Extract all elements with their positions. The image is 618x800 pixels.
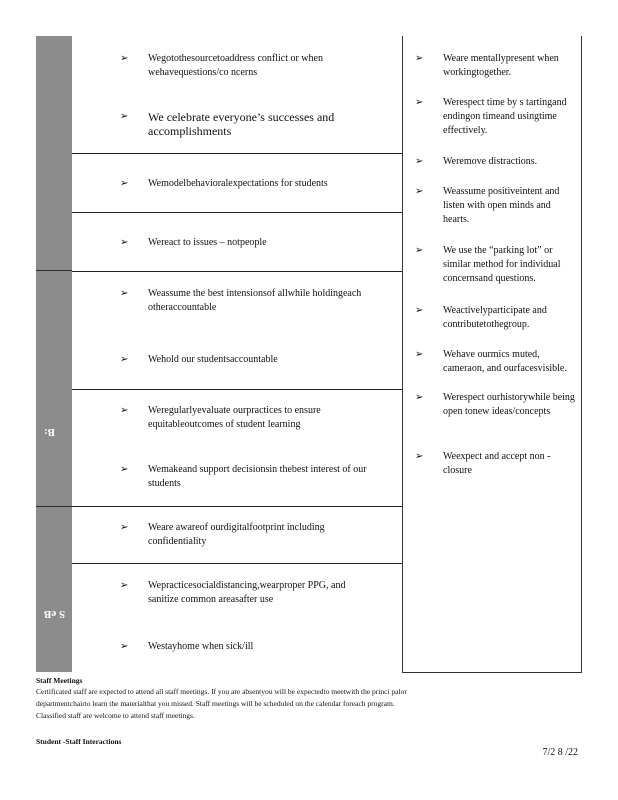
arrow-bullet-icon: ➢	[415, 53, 424, 64]
section-heading: Staff Meetings	[36, 676, 83, 685]
list-item-text: Weactivelyparticipate and contributetothegroup.	[443, 305, 547, 330]
row-divider	[72, 389, 402, 390]
arrow-bullet-icon: ➢	[415, 245, 424, 256]
row-divider	[72, 153, 402, 154]
arrow-bullet-icon: ➢	[120, 288, 129, 299]
arrow-bullet-icon: ➢	[120, 522, 129, 533]
list-item-text: Wehold our studentsaccountable	[148, 354, 278, 365]
arrow-bullet-icon: ➢	[415, 156, 424, 167]
list-item-text: Weassume positiveintent and listen with open minds and hearts.	[443, 186, 560, 225]
list-item-text: Weare mentallypresent when workingtogether.	[443, 53, 559, 78]
list-item-text: Werespect time by s tartingand endingon timeand usingtime effectively.	[443, 97, 567, 136]
list-item-text: Wehave ourmics muted, cameraon, and ourfacesvisible.	[443, 349, 567, 374]
list-item-text: Weregularlyevaluate ourpractices to ensure equitableoutcomes of student learning	[148, 405, 321, 430]
arrow-bullet-icon: ➢	[415, 451, 424, 462]
paragraph-line: departmentchairto learn the materialthat you missed. Staff meetings will be scheduled on the calendar foreach program.	[36, 699, 395, 708]
row-divider	[72, 212, 402, 213]
section-sidebar	[36, 36, 72, 672]
list-item-text: Werespect ourhistorywhile being open tonew ideas/concepts	[443, 392, 575, 417]
sidebar-label: B:	[44, 426, 55, 438]
list-item-text: Wepracticesocialdistancing,wearproper PPG, and sanitize common areasafter use	[148, 580, 346, 605]
row-divider	[72, 506, 402, 507]
arrow-bullet-icon: ➢	[120, 405, 129, 416]
arrow-bullet-icon: ➢	[415, 392, 424, 403]
norms-table	[36, 36, 580, 672]
arrow-bullet-icon: ➢	[120, 354, 129, 365]
arrow-bullet-icon: ➢	[415, 305, 424, 316]
sidebar-divider	[36, 270, 72, 271]
list-item-text: Westayhome when sick/ill	[148, 641, 254, 652]
paragraph-line: Classified staff are welcome to attend staff meetings.	[36, 711, 195, 720]
list-item-text: Weassume the best intensionsof allwhile holdingeach otheraccountable	[148, 288, 362, 313]
list-item-text: Wegotothesourcetoaddress conflict or when wehavequestions/co ncerns	[148, 53, 323, 78]
list-item-text: Wemodelbehavioralexpectations for students	[148, 178, 328, 189]
list-item-text: Weare awareof ourdigitalfootprint including confidentiality	[148, 522, 325, 547]
arrow-bullet-icon: ➢	[120, 464, 129, 475]
arrow-bullet-icon: ➢	[415, 97, 424, 108]
arrow-bullet-icon: ➢	[120, 111, 129, 122]
list-item-text: Weremove distractions.	[443, 156, 538, 167]
arrow-bullet-icon: ➢	[415, 186, 424, 197]
paragraph-line: Certificated staff are expected to attend all staff meetings. If you are absentyou will be expectedto meetwith the princi palor	[36, 687, 407, 696]
list-item-text: Wemakeand support decisionsin thebest interest of our students	[148, 464, 367, 489]
arrow-bullet-icon: ➢	[120, 178, 129, 189]
row-divider	[72, 563, 402, 564]
list-item-text: We use the “parking lot” or similar method for individual concernsand questions.	[443, 245, 561, 284]
list-item-text: Weexpect and accept non - closure	[443, 451, 551, 476]
arrow-bullet-icon: ➢	[120, 641, 129, 652]
left-column	[72, 36, 402, 672]
list-item-text: We celebrate everyone’s successes and accomplishments	[148, 110, 335, 138]
arrow-bullet-icon: ➢	[120, 580, 129, 591]
list-item-text: Wereact to issues – notpeople	[148, 237, 267, 248]
page-date: 7/2 8 /22	[542, 747, 578, 758]
sidebar-label: S eB	[44, 608, 66, 620]
section-heading: Student -Staff Interactions	[36, 737, 122, 746]
arrow-bullet-icon: ➢	[120, 53, 129, 64]
row-divider	[72, 271, 402, 272]
arrow-bullet-icon: ➢	[415, 349, 424, 360]
sidebar-divider	[36, 506, 72, 507]
right-column	[402, 36, 582, 673]
arrow-bullet-icon: ➢	[120, 237, 129, 248]
